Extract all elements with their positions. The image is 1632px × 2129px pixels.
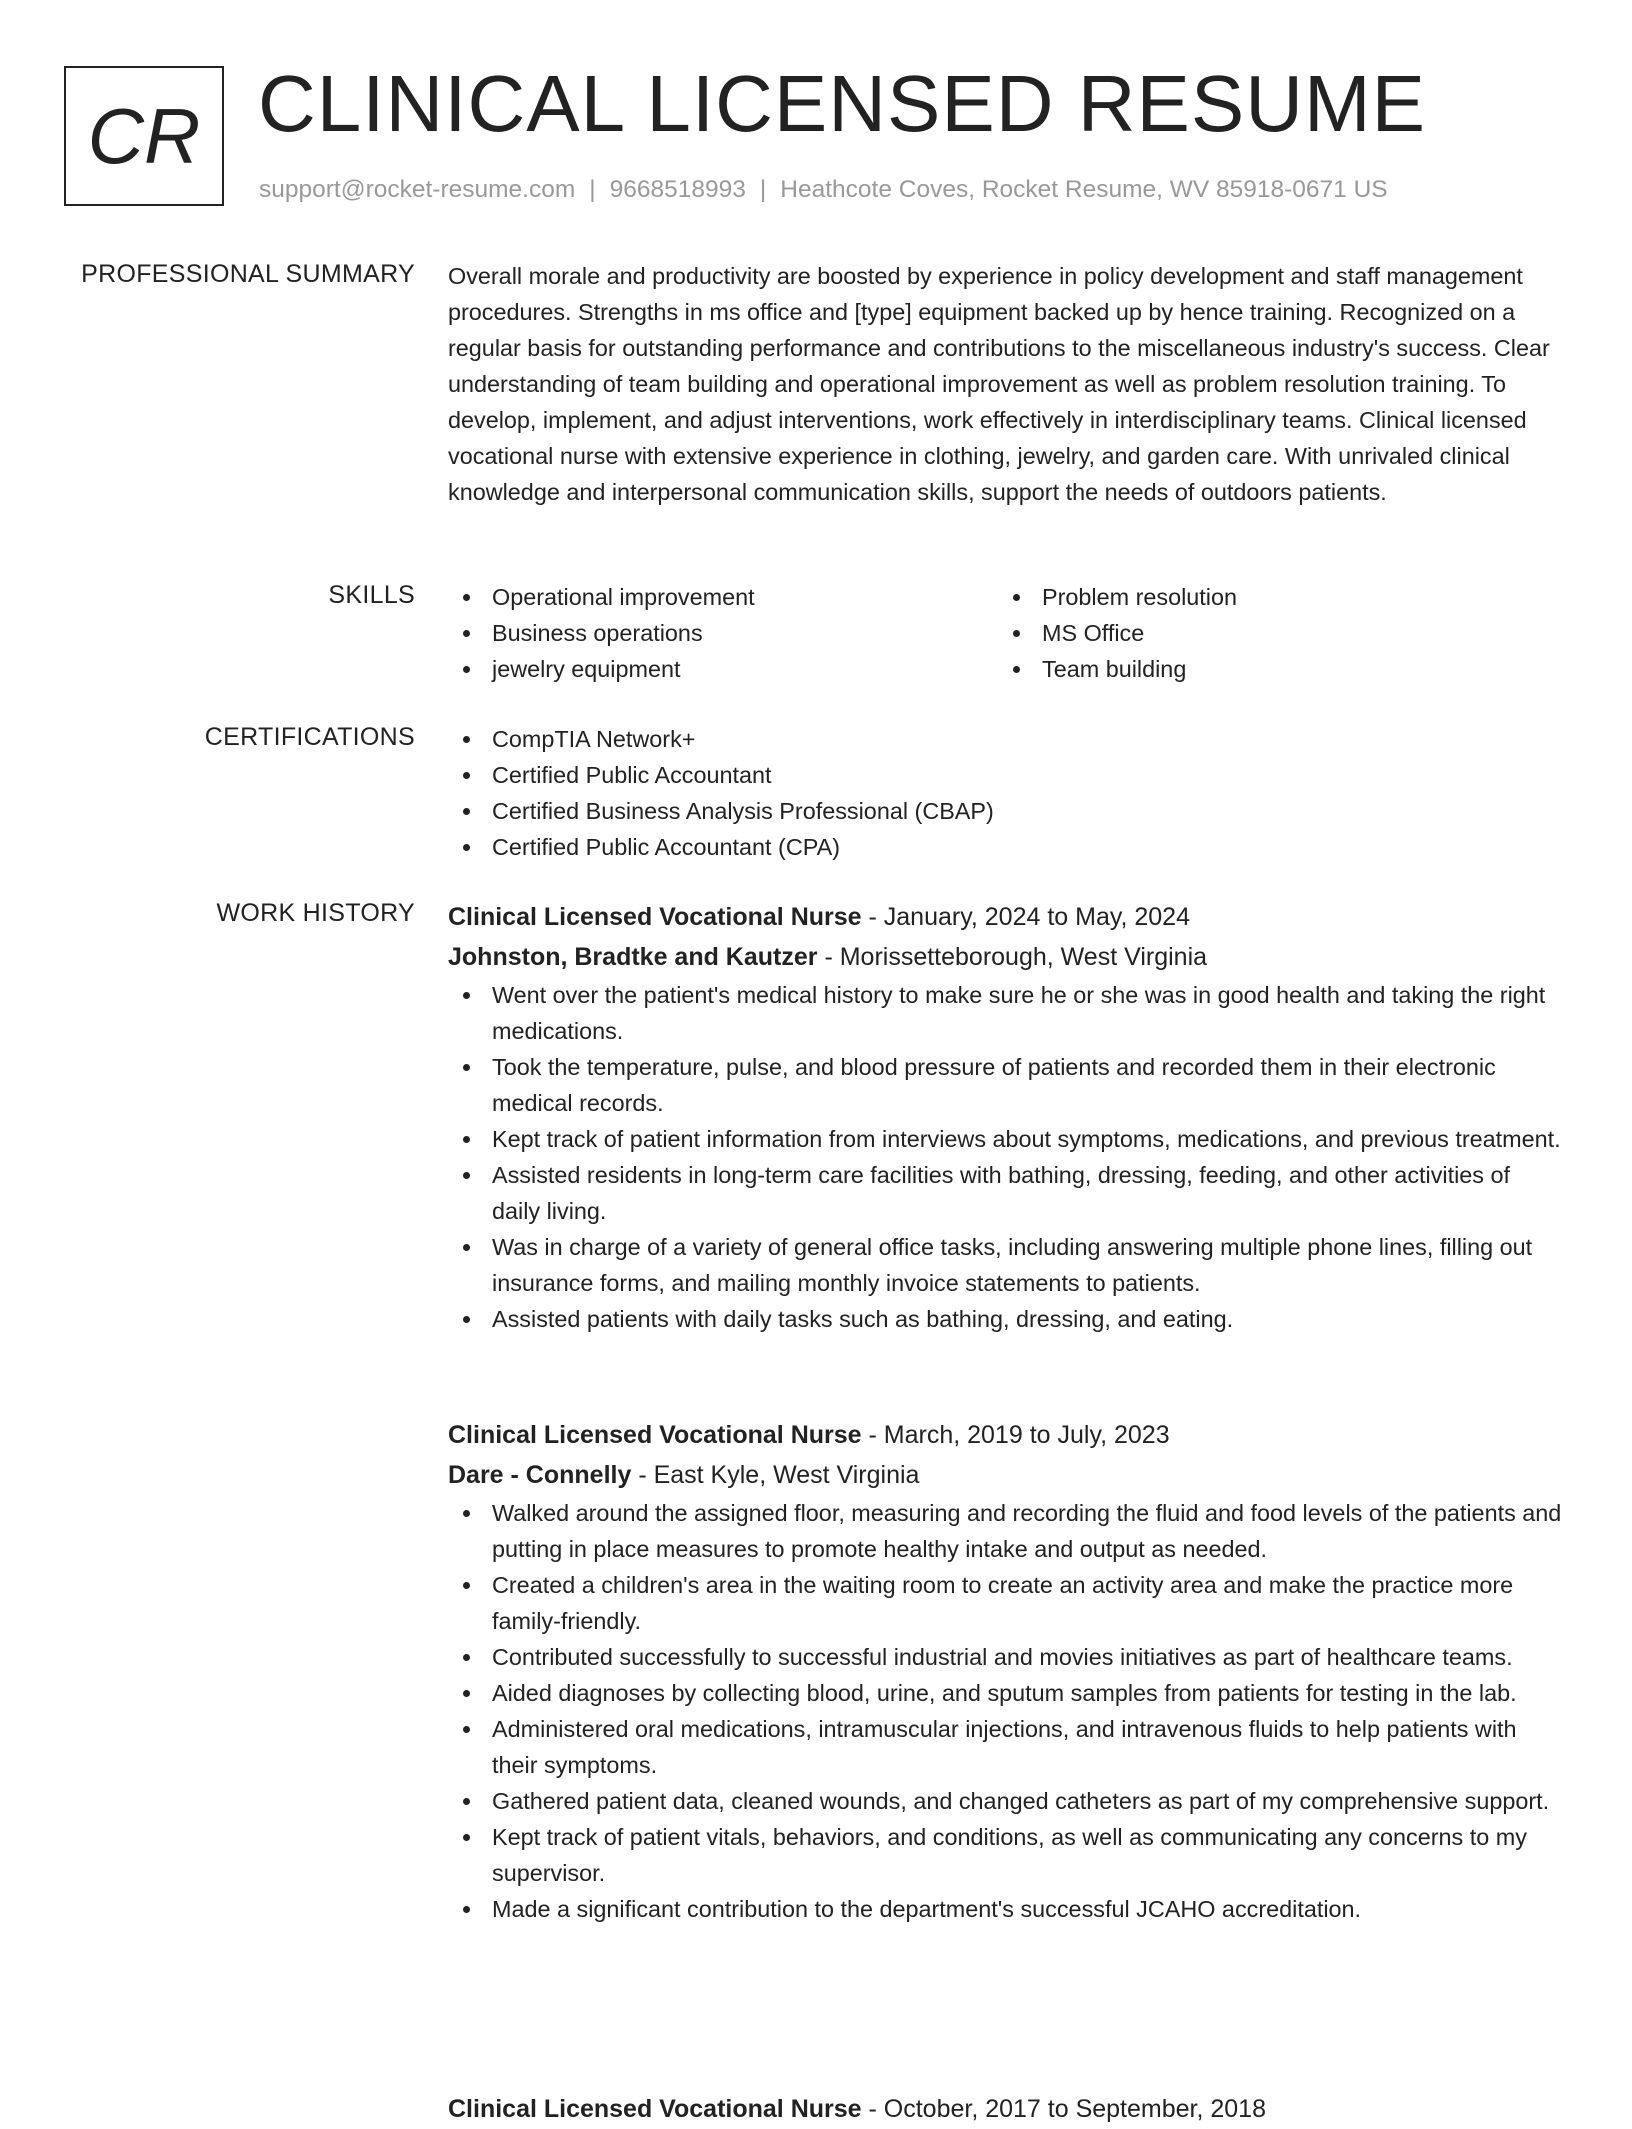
- certifications-content: [448, 721, 1564, 865]
- job-location: - East Kyle, West Virginia: [631, 1461, 920, 1489]
- job-title-line: [448, 2089, 1564, 2129]
- skill-item: Problem resolution: [998, 579, 1548, 615]
- skills-list-right: [998, 579, 1548, 687]
- section-label-work-history: WORK HISTORY: [216, 899, 415, 927]
- job-title-line: [448, 897, 1564, 937]
- skill-item: Business operations: [448, 615, 998, 651]
- job-duties-list: [448, 977, 1564, 1337]
- certifications-list: [448, 721, 1564, 865]
- job-duty: Assisted patients with daily tasks such as bathing, dressing, and eating.: [448, 1301, 1564, 1337]
- certifications-section: [0, 721, 1632, 871]
- job-dates: - October, 2017 to September, 2018: [861, 2095, 1266, 2123]
- job-duty: Kept track of patient information from interviews about symptoms, medications, and previous treatment.: [448, 1121, 1564, 1157]
- job-title-line: [448, 1415, 1564, 1455]
- skills-section: [0, 579, 1632, 693]
- contact-separator: |: [589, 176, 596, 203]
- certification-item: Certified Public Accountant: [448, 757, 1564, 793]
- contact-email: support@rocket-resume.com: [259, 176, 576, 203]
- resume-title: CLINICAL LICENSED RESUME: [258, 59, 1426, 148]
- job-duty: Aided diagnoses by collecting blood, urine, and sputum samples from patients for testing in the lab.: [448, 1675, 1564, 1711]
- contact-line: [259, 174, 1388, 206]
- certification-item: CompTIA Network+: [448, 721, 1564, 757]
- job-title: Clinical Licensed Vocational Nurse: [448, 903, 862, 931]
- skill-item: Operational improvement: [448, 579, 998, 615]
- job-duty: Contributed successfully to successful industrial and movies initiatives as part of healthcare teams.: [448, 1639, 1564, 1675]
- summary-content: [448, 258, 1564, 510]
- job-duty: Kept track of patient vitals, behaviors, and conditions, as well as communicating any concerns to my supervisor.: [448, 1819, 1564, 1891]
- contact-phone: 9668518993: [609, 176, 746, 203]
- job-duty: Went over the patient's medical history to make sure he or she was in good health and taking the right medications.: [448, 977, 1564, 1049]
- contact-separator: |: [759, 176, 767, 203]
- job-duty: Made a significant contribution to the department's successful JCAHO accreditation.: [448, 1891, 1564, 1927]
- summary-text: Overall morale and productivity are boosted by experience in policy development and staff management procedures. Strengths in ms office and [type] equipment backed up by hence training. Recognized on a regular basis for outstanding performance and contributions to the miscellaneous industry's success. Clear understanding of team building and operational improvement as well as problem resolution training. To develop, implement, and adjust interventions, work effectively in interdisciplinary teams. Clinical licensed vocational nurse with extensive experience in clothing, jewelry, and garden care. With unrivaled clinical knowledge and interpersonal communication skills, support the needs of outdoors patients.: [448, 263, 1550, 505]
- monogram: CR: [64, 66, 224, 206]
- skill-item: jewelry equipment: [448, 651, 998, 687]
- job-duty: Walked around the assigned floor, measuring and recording the fluid and food levels of the patients and putting in place measures to promote healthy intake and output as needed.: [448, 1495, 1564, 1567]
- job-duty: Administered oral medications, intramuscular injections, and intravenous fluids to help patients with their symptoms.: [448, 1711, 1564, 1783]
- job-company: Johnston, Bradtke and Kautzer: [448, 943, 818, 971]
- job-dates: - January, 2024 to May, 2024: [861, 903, 1190, 931]
- job-duty: Created a children's area in the waiting room to create an activity area and make the practice more family-friendly.: [448, 1567, 1564, 1639]
- certification-item: Certified Business Analysis Professional (CBAP): [448, 793, 1564, 829]
- skills-content: [448, 579, 1564, 687]
- job-title: Clinical Licensed Vocational Nurse: [448, 2095, 862, 2123]
- job-company: Dare - Connelly: [448, 1461, 632, 1489]
- job-duty: Gathered patient data, cleaned wounds, and changed catheters as part of my comprehensive support.: [448, 1783, 1564, 1819]
- work-history-section: [0, 897, 1632, 2123]
- job-duty: Assisted residents in long-term care facilities with bathing, dressing, feeding, and other activities of daily living.: [448, 1157, 1564, 1229]
- job-duties-list: [448, 1495, 1564, 1927]
- job-entry: [448, 1415, 1564, 1927]
- summary-section: [0, 258, 1632, 548]
- job-company-line: [448, 1455, 1564, 1495]
- job-dates: - March, 2019 to July, 2023: [861, 1421, 1170, 1449]
- skill-item: Team building: [998, 651, 1548, 687]
- contact-address: Heathcote Coves, Rocket Resume, WV 85918-0671 US: [780, 176, 1388, 203]
- section-label-summary: PROFESSIONAL SUMMARY: [81, 260, 415, 288]
- skills-list-left: [448, 579, 998, 687]
- job-title: Clinical Licensed Vocational Nurse: [448, 1421, 862, 1449]
- job-entry: [448, 2089, 1564, 2129]
- job-entry: [448, 897, 1564, 1337]
- job-company-line: [448, 937, 1564, 977]
- job-duty: Was in charge of a variety of general office tasks, including answering multiple phone lines, filling out insurance forms, and mailing monthly invoice statements to patients.: [448, 1229, 1564, 1301]
- job-location: - Morissetteborough, West Virginia: [817, 943, 1208, 971]
- certification-item: Certified Public Accountant (CPA): [448, 829, 1564, 865]
- section-label-skills: SKILLS: [328, 581, 415, 609]
- job-duty: Took the temperature, pulse, and blood pressure of patients and recorded them in their electronic medical records.: [448, 1049, 1564, 1121]
- section-label-certifications: CERTIFICATIONS: [204, 723, 415, 751]
- skill-item: MS Office: [998, 615, 1548, 651]
